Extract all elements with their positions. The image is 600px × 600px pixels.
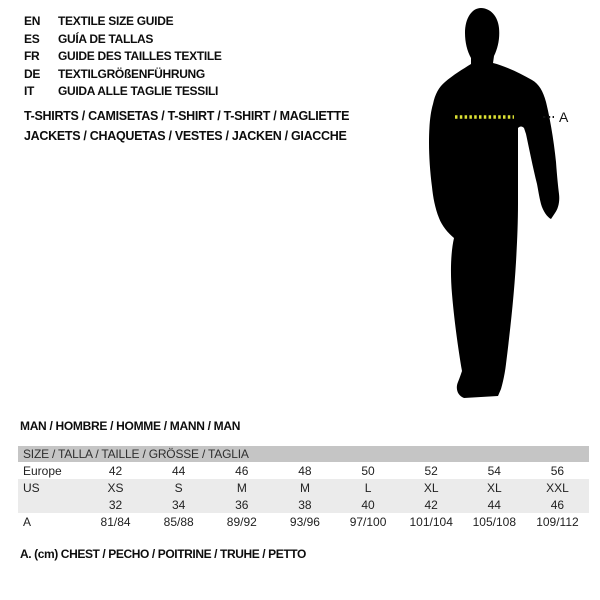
table-cell: 48 — [298, 463, 312, 478]
garment-categories — [24, 107, 349, 146]
table-cell: 36 — [235, 497, 249, 512]
table-cell: 34 — [172, 497, 186, 512]
table-cell: M — [236, 480, 247, 495]
table-row-europe — [18, 462, 589, 479]
table-row-us — [18, 479, 589, 496]
table-cell: 42 — [424, 497, 438, 512]
language-code: EN — [24, 14, 41, 28]
category-tshirts: T-SHIRTS / CAMISETAS / T-SHIRT / T-SHIRT / MAGLIETTE — [24, 109, 350, 123]
table-cell: 44 — [172, 463, 186, 478]
language-title: TEXTILE SIZE GUIDE — [58, 14, 174, 28]
size-table-header-label: SIZE / TALLA / TAILLE / GRÖSSE / TAGLIA — [23, 447, 249, 461]
table-cell: 56 — [550, 463, 565, 478]
table-row-numeric — [18, 496, 589, 513]
table-cell: XS — [107, 480, 124, 495]
table-cell: XXL — [546, 480, 569, 495]
measure-footnote: A. (cm) CHEST / PECHO / POITRINE / TRUHE / PETTO — [20, 547, 306, 561]
table-cell: M — [299, 480, 310, 495]
table-cell: S — [174, 480, 183, 495]
table-cell: 54 — [487, 463, 501, 478]
row-label: Europe — [23, 463, 62, 478]
row-label: US — [23, 480, 40, 495]
gender-heading: MAN / HOMBRE / HOMME / MANN / MAN — [20, 419, 241, 433]
table-cell: 46 — [235, 463, 249, 478]
table-cell: XL — [423, 480, 439, 495]
table-cell: 101/104 — [409, 514, 453, 529]
table-cell: 109/112 — [536, 514, 579, 529]
language-row-es — [24, 31, 222, 49]
table-cell: 38 — [298, 497, 312, 512]
measure-label-a: A — [559, 109, 569, 125]
table-cell: 81/84 — [100, 514, 131, 529]
language-title: TEXTILGRÖßENFÜHRUNG — [58, 66, 205, 81]
language-code: DE — [24, 66, 41, 81]
table-cell: 97/100 — [349, 514, 387, 529]
category-jackets: JACKETS / CHAQUETAS / VESTES / JACKEN / GIACCHE — [24, 128, 347, 143]
table-cell: 93/96 — [289, 514, 320, 529]
table-cell: 89/92 — [226, 514, 257, 529]
language-row-fr — [24, 48, 222, 66]
language-code: IT — [24, 84, 35, 99]
language-title: GUIDE DES TAILLES TEXTILE — [58, 49, 222, 64]
table-cell: 85/88 — [163, 514, 194, 529]
size-table-header — [18, 446, 589, 462]
language-list — [24, 13, 222, 101]
language-code: ES — [24, 31, 40, 46]
table-row-chest-a — [18, 513, 589, 530]
size-table — [18, 446, 589, 530]
row-label: A — [23, 514, 32, 529]
table-cell: 52 — [424, 463, 438, 478]
table-cell: L — [364, 480, 372, 495]
man-silhouette-shape — [429, 8, 559, 398]
table-cell: XL — [486, 480, 502, 495]
table-cell: 105/108 — [472, 514, 516, 529]
language-row-en — [24, 13, 222, 31]
language-row-it — [24, 83, 222, 101]
table-cell: 46 — [550, 497, 565, 512]
table-cell: 40 — [361, 497, 375, 512]
language-title: GUÍA DE TALLAS — [58, 31, 154, 46]
table-cell: 32 — [108, 497, 123, 512]
language-code: FR — [24, 49, 40, 64]
table-cell: 42 — [108, 463, 123, 478]
language-title: GUIDA ALLE TAGLIE TESSILI — [58, 84, 219, 99]
table-cell: 44 — [487, 497, 501, 512]
man-silhouette-figure — [420, 0, 600, 410]
table-cell: 50 — [361, 463, 375, 478]
language-row-de — [24, 66, 222, 84]
